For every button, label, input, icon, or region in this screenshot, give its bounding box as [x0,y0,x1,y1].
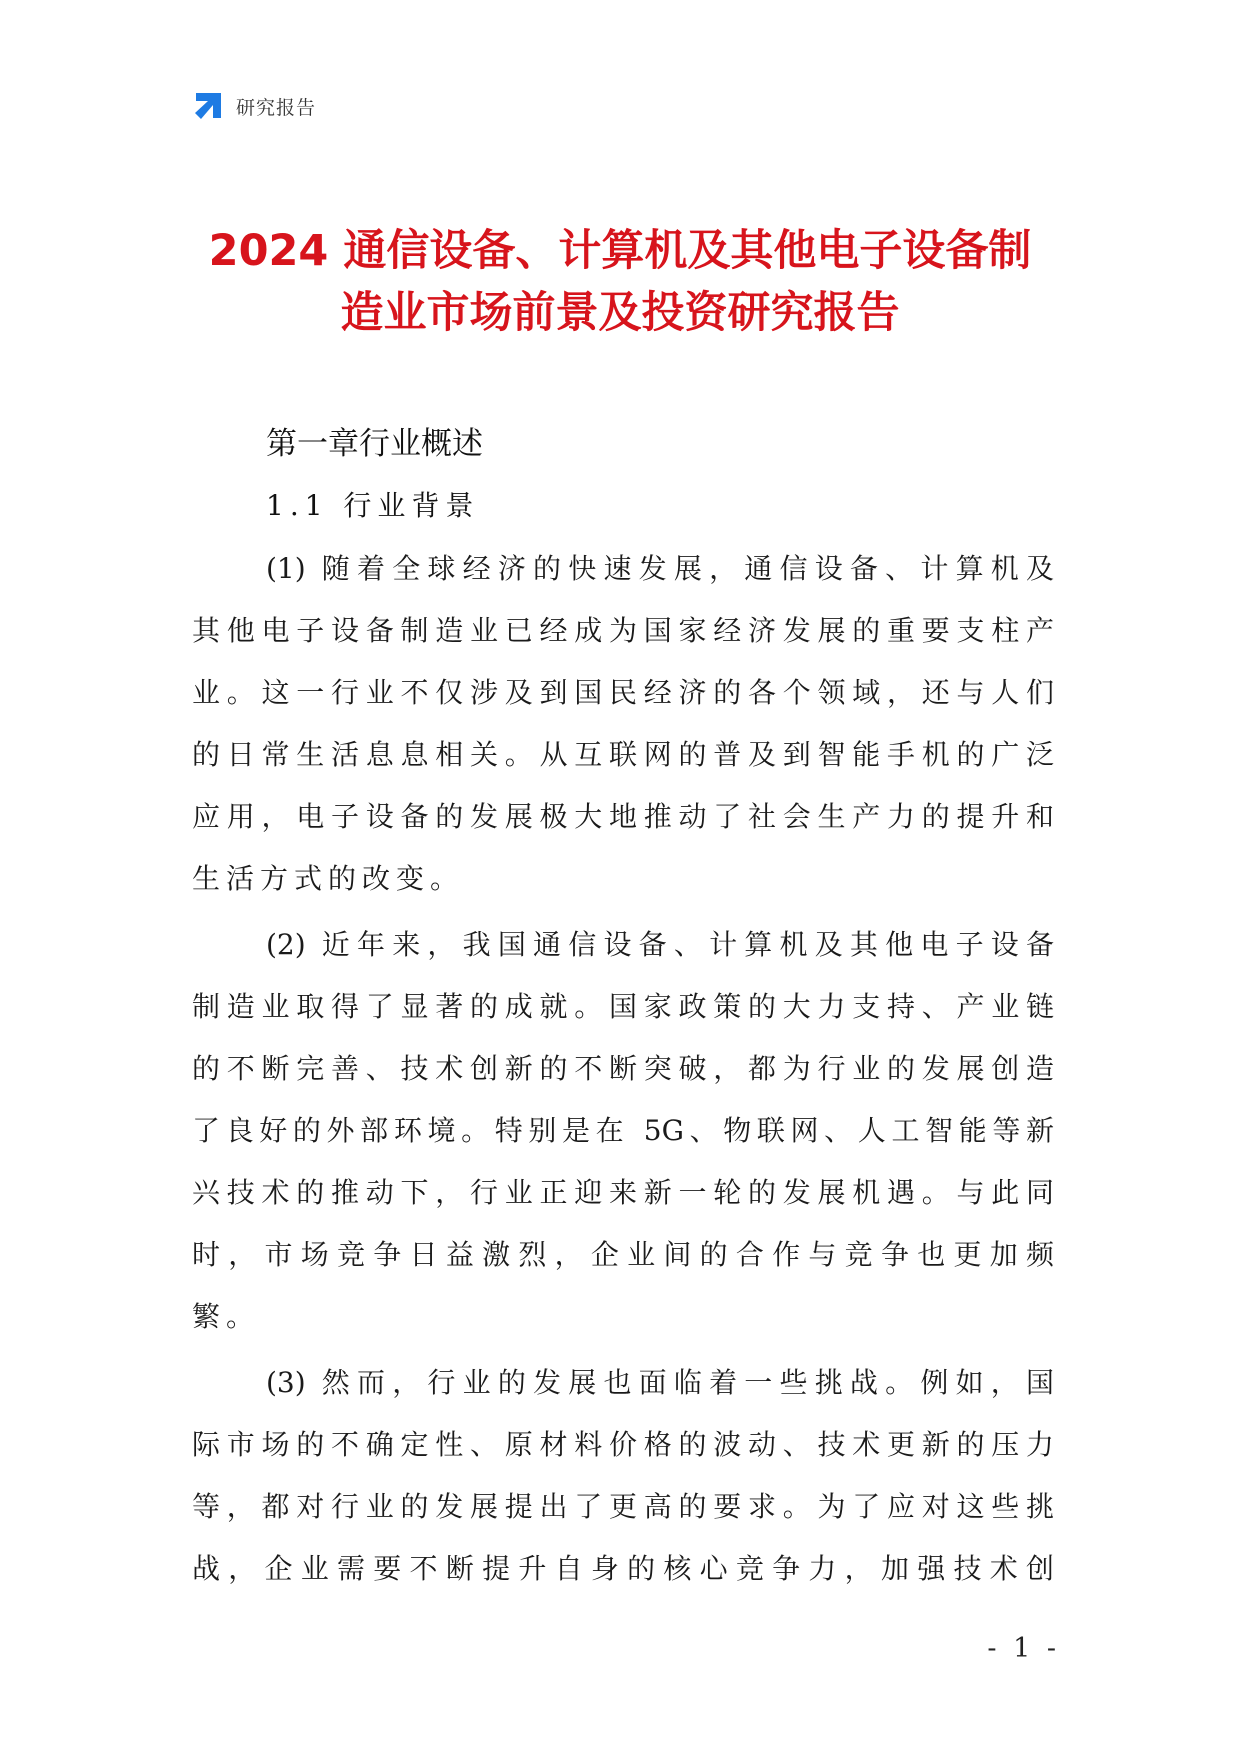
paragraph-line: (3) 然而，行业的发展也面临着一些挑战。例如，国 [266,1366,1054,1399]
document-title [140,220,1100,344]
paragraph-line: 应用，电子设备的发展极大地推动了社会生产力的提升和 [192,800,1054,833]
diagonal-arrow-logo-icon [192,90,224,122]
paragraph-line: 其他电子设备制造业已经成为国家经济发展的重要支柱产 [192,614,1054,647]
chapter-heading: 第一章行业概述 [266,426,483,462]
paragraph-line: 兴技术的推动下，行业正迎来新一轮的发展机遇。与此同 [192,1176,1054,1209]
paragraph-line: 的不断完善、技术创新的不断突破，都为行业的发展创造 [192,1052,1054,1085]
paragraph-line: (2) 近年来，我国通信设备、计算机及其他电子设备 [266,928,1054,961]
paragraph-line: 制造业取得了显著的成就。国家政策的大力支持、产业链 [192,990,1054,1023]
document-body [192,416,1054,1600]
paragraph-line: 等，都对行业的发展提出了更高的要求。为了应对这些挑 [192,1490,1054,1523]
paragraph-line: 业。这一行业不仅涉及到国民经济的各个领域，还与人们 [192,676,1054,709]
header-label: 研究报告 [236,96,317,119]
paragraph-line: 战，企业需要不断提升自身的核心竞争力，加强技术创 [192,1552,1054,1585]
title-line-1: 2024 通信设备、计算机及其他电子设备制 [208,226,1032,276]
title-line-2: 造业市场前景及投资研究报告 [340,288,900,338]
paragraph-line: 的日常生活息息相关。从互联网的普及到智能手机的广泛 [192,738,1054,771]
paragraph-1 [192,538,1054,910]
section-heading: 1.1 行业背景 [266,489,480,522]
paragraph-line: 了良好的外部环境。特别是在 5G、物联网、人工智能等新 [192,1114,1054,1147]
paragraph-line: (1) 随着全球经济的快速发展，通信设备、计算机及 [266,552,1054,585]
paragraph-2 [192,914,1054,1348]
paragraph-line: 繁。 [192,1300,261,1333]
page-number: - 1 - [987,1633,1060,1664]
paragraph-3 [192,1352,1054,1600]
paragraph-line: 际市场的不确定性、原材料价格的波动、技术更新的压力 [192,1428,1054,1461]
paragraph-line: 生活方式的改变。 [192,862,465,895]
paragraph-line: 时，市场竞争日益激烈，企业间的合作与竞争也更加频 [192,1238,1054,1271]
page-header [192,90,316,122]
